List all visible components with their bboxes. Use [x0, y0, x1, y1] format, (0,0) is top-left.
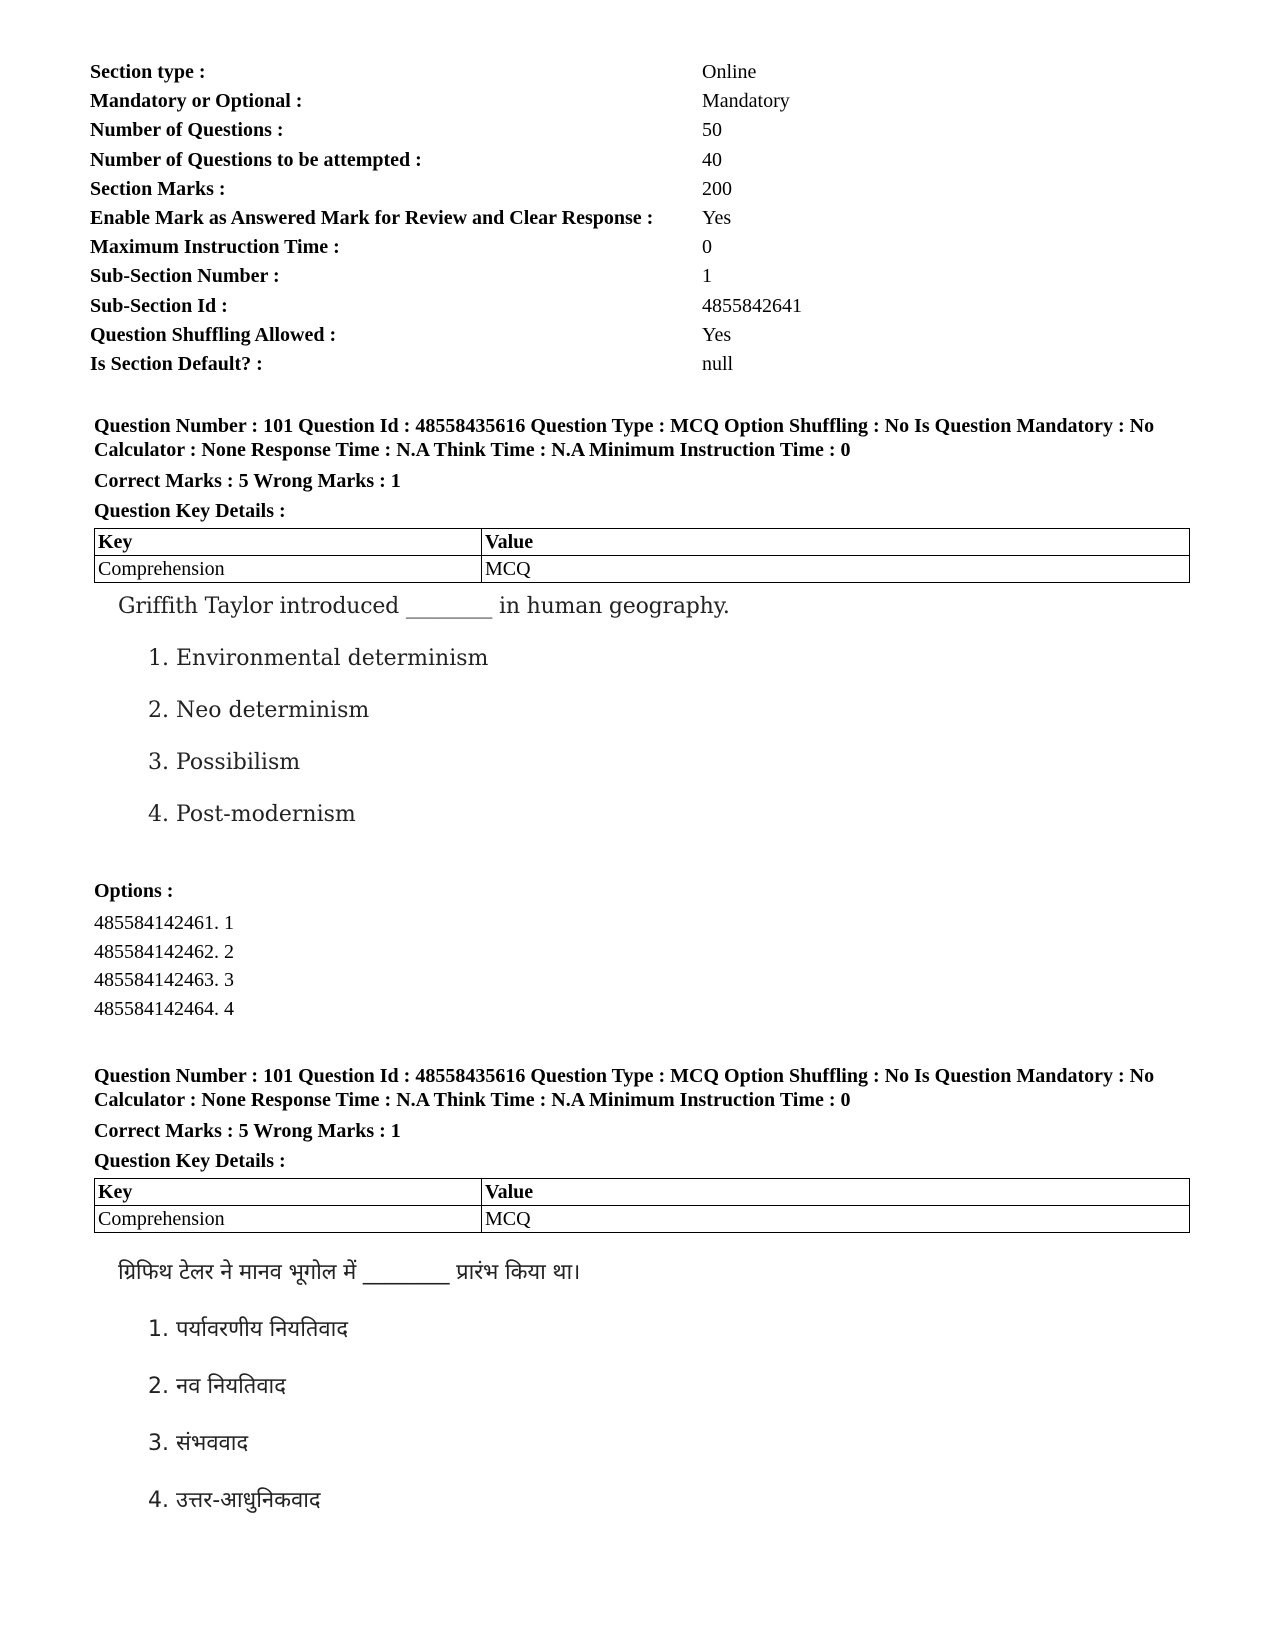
- info-label: Sub-Section Number :: [90, 265, 280, 288]
- answer-choice: 3. संभववाद: [148, 1431, 249, 1456]
- table-cell: Comprehension: [95, 556, 482, 583]
- info-label: Number of Questions :: [90, 119, 284, 142]
- answer-choice: 1. Environmental determinism: [148, 646, 489, 671]
- info-value: Yes: [702, 323, 732, 346]
- question-header: Question Number : 101 Question Id : 48558435616 Question Type : MCQ Option Shuffling : No Is Question Mandatory : No Calculator : None Response Time : N.A Think Time : N.A Minimum Instruction Time : 0: [94, 1065, 1155, 1111]
- info-value: Online: [702, 61, 757, 83]
- info-value: 50: [702, 119, 722, 142]
- info-row-max-instruction-time: [90, 233, 890, 262]
- table-header-row: [95, 529, 1190, 556]
- info-label: Maximum Instruction Time :: [90, 236, 340, 259]
- info-value: Yes: [702, 206, 732, 229]
- table-cell: MCQ: [482, 1206, 1190, 1233]
- info-value: 200: [702, 177, 732, 200]
- key-details-table: [94, 528, 1190, 583]
- key-details-label: Question Key Details :: [94, 1150, 286, 1172]
- info-label: Section type :: [90, 61, 206, 83]
- question-marks: Correct Marks : 5 Wrong Marks : 1: [94, 470, 401, 492]
- info-value: 1: [702, 265, 712, 288]
- info-row-section-default: [90, 350, 890, 379]
- info-label: Question Shuffling Allowed :: [90, 323, 337, 346]
- table-header-key: Key: [95, 1179, 482, 1206]
- info-row-enable-mark: [90, 204, 890, 233]
- table-row: [95, 1206, 1190, 1233]
- options-list: [94, 909, 234, 1023]
- question-block-hindi: [94, 1064, 1194, 1233]
- table-header-value: Value: [482, 529, 1190, 556]
- answer-choice: 3. Possibilism: [148, 750, 301, 775]
- option-item: 485584142462. 2: [94, 940, 234, 963]
- info-value: 40: [702, 148, 722, 171]
- table-cell: Comprehension: [95, 1206, 482, 1233]
- info-value: 0: [702, 236, 712, 259]
- info-label: Number of Questions to be attempted :: [90, 148, 422, 171]
- answer-choice: 1. पर्यावरणीय नियतिवाद: [148, 1317, 349, 1342]
- table-row: [95, 556, 1190, 583]
- answer-choice: 4. उत्तर-आधुनिकवाद: [148, 1488, 321, 1513]
- info-row-mandatory: [90, 87, 890, 116]
- info-row-num-questions: [90, 116, 890, 145]
- answer-choice: 2. नव नियतिवाद: [148, 1374, 286, 1399]
- question-stem: Griffith Taylor introduced ________ in human geography.: [118, 594, 730, 619]
- key-details-table: [94, 1178, 1190, 1233]
- info-value: null: [702, 352, 734, 375]
- info-label: Mandatory or Optional :: [90, 90, 303, 113]
- options-label: Options :: [94, 880, 174, 902]
- answer-choice: 4. Post-modernism: [148, 802, 356, 827]
- option-item: 485584142463. 3: [94, 969, 234, 991]
- table-header-row: [95, 1179, 1190, 1206]
- key-details-label: Question Key Details :: [94, 500, 286, 522]
- info-row-section-marks: [90, 175, 890, 204]
- info-label: Sub-Section Id :: [90, 294, 228, 317]
- option-item: 485584142461. 1: [94, 912, 234, 934]
- info-label: Enable Mark as Answered Mark for Review and Clear Response :: [90, 206, 654, 229]
- info-value: Mandatory: [702, 90, 790, 113]
- answer-choice: 2. Neo determinism: [148, 698, 370, 723]
- question-header: Question Number : 101 Question Id : 48558435616 Question Type : MCQ Option Shuffling : No Is Question Mandatory : No Calculator : None Response Time : N.A Think Time : N.A Minimum Instruction Time : 0: [94, 415, 1155, 461]
- info-value: 4855842641: [702, 294, 802, 317]
- question-marks: Correct Marks : 5 Wrong Marks : 1: [94, 1120, 401, 1142]
- info-row-to-attempt: [90, 146, 890, 175]
- info-label: Section Marks :: [90, 177, 226, 200]
- table-header-value: Value: [482, 1179, 1190, 1206]
- question-block-english: [94, 414, 1194, 583]
- info-label: Is Section Default? :: [90, 352, 263, 375]
- table-cell: MCQ: [482, 556, 1190, 583]
- info-row-section-type: [90, 58, 890, 87]
- section-info: [90, 58, 890, 379]
- table-header-key: Key: [95, 529, 482, 556]
- question-stem-hindi: ग्रिफिथ टेलर ने मानव भूगोल में ________ प्रारंभ किया था।: [118, 1260, 581, 1285]
- info-row-shuffling: [90, 321, 890, 350]
- info-row-subsection-number: [90, 262, 890, 291]
- info-row-subsection-id: [90, 292, 890, 321]
- option-item: 485584142464. 4: [94, 997, 234, 1020]
